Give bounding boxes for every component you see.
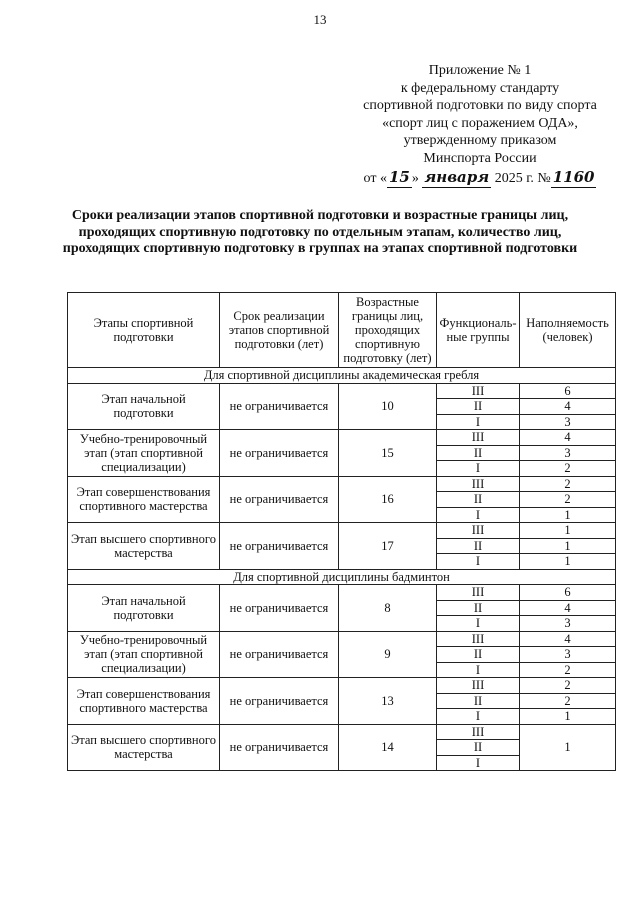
section-title: Для спортивной дисциплины бадминтон bbox=[68, 569, 616, 585]
stage-age: 14 bbox=[339, 724, 437, 771]
handwritten-number: 1160 bbox=[552, 168, 595, 186]
stages-table bbox=[67, 292, 616, 771]
fill-value: 6 bbox=[520, 585, 616, 601]
stage-term: не ограничивается bbox=[220, 523, 339, 570]
fill-value: 2 bbox=[520, 662, 616, 678]
stage-age: 15 bbox=[339, 430, 437, 477]
functional-group: I bbox=[437, 755, 520, 771]
stage-age: 17 bbox=[339, 523, 437, 570]
fill-value: 2 bbox=[520, 461, 616, 477]
fill-value: 6 bbox=[520, 383, 616, 399]
stage-name: Этап высшего спортивного мастерства bbox=[68, 523, 220, 570]
column-header: Функциональ-ные группы bbox=[437, 293, 520, 368]
functional-group: I bbox=[437, 709, 520, 725]
appendix-line: «спорт лиц с поражением ОДА», bbox=[382, 115, 578, 131]
handwritten-month: января bbox=[424, 168, 490, 186]
functional-group: I bbox=[437, 414, 520, 430]
table-row bbox=[68, 523, 616, 539]
header-row bbox=[68, 293, 616, 368]
fill-value: 1 bbox=[520, 538, 616, 554]
fill-value: 3 bbox=[520, 647, 616, 663]
fill-value: 2 bbox=[520, 476, 616, 492]
functional-group: III bbox=[437, 631, 520, 647]
order-date: от « 15 » января 2025 г. № 1160 bbox=[363, 168, 595, 186]
column-header: Срок реализации этапов спортивной подготовки (лет) bbox=[220, 293, 339, 368]
stage-name: Этап совершенствования спортивного мастерства bbox=[68, 678, 220, 725]
column-header: Возрастные границы лиц, проходящих спортивную подготовку (лет) bbox=[339, 293, 437, 368]
stage-age: 8 bbox=[339, 585, 437, 632]
page-number: 13 bbox=[313, 12, 327, 27]
fill-value: 2 bbox=[520, 678, 616, 694]
fill-value: 3 bbox=[520, 616, 616, 632]
fill-value: 1 bbox=[520, 507, 616, 523]
functional-group: II bbox=[437, 600, 520, 616]
functional-group: III bbox=[437, 476, 520, 492]
functional-group: II bbox=[437, 445, 520, 461]
functional-group: III bbox=[437, 383, 520, 399]
stage-name: Этап начальной подготовки bbox=[68, 383, 220, 430]
functional-group: III bbox=[437, 724, 520, 740]
stage-term: не ограничивается bbox=[220, 724, 339, 771]
table-row bbox=[68, 476, 616, 492]
stage-age: 9 bbox=[339, 631, 437, 678]
functional-group: I bbox=[437, 662, 520, 678]
stage-name: Этап высшего спортивного мастерства bbox=[68, 724, 220, 771]
fill-value: 4 bbox=[520, 399, 616, 415]
functional-group: III bbox=[437, 430, 520, 446]
table-row bbox=[68, 585, 616, 601]
fill-value: 3 bbox=[520, 414, 616, 430]
appendix-line: Приложение № 1 bbox=[428, 63, 532, 78]
fill-value: 2 bbox=[520, 492, 616, 508]
functional-group: I bbox=[437, 507, 520, 523]
section-row bbox=[68, 368, 616, 384]
functional-group: I bbox=[437, 461, 520, 477]
stage-name: Этап совершенствования спортивного мастерства bbox=[68, 476, 220, 523]
appendix-line: спортивной подготовки по виду спорта bbox=[363, 98, 597, 113]
fill-value: 1 bbox=[520, 523, 616, 539]
table-row bbox=[68, 631, 616, 647]
stage-name: Учебно-тренировочный этап (этап спортивной специализации) bbox=[68, 430, 220, 477]
functional-group: III bbox=[437, 523, 520, 539]
functional-group: III bbox=[437, 585, 520, 601]
section-title: Для спортивной дисциплины академическая гребля bbox=[68, 368, 616, 384]
functional-group: II bbox=[437, 740, 520, 756]
document-title: Сроки реализации этапов спортивной подготовки и возрастные границы лиц, проходящих спортивную подготовку по отдельным этапам, количество лиц, проходящих спортивную подготовку в группах на этапах спортивной подготовки bbox=[62, 208, 578, 256]
functional-group: III bbox=[437, 678, 520, 694]
stage-term: не ограничивается bbox=[220, 678, 339, 725]
appendix-line: к федеральному стандарту bbox=[400, 80, 560, 96]
appendix-line: Минспорта России bbox=[423, 150, 537, 166]
appendix-line: утвержденному приказом bbox=[403, 133, 557, 148]
stage-age: 16 bbox=[339, 476, 437, 523]
fill-value: 4 bbox=[520, 631, 616, 647]
fill-value: 1 bbox=[520, 724, 616, 771]
stage-term: не ограничивается bbox=[220, 430, 339, 477]
fill-value: 4 bbox=[520, 600, 616, 616]
fill-value: 4 bbox=[520, 430, 616, 446]
fill-value: 1 bbox=[520, 709, 616, 725]
handwritten-day: 15 bbox=[388, 168, 410, 186]
stage-age: 10 bbox=[339, 383, 437, 430]
fill-value: 2 bbox=[520, 693, 616, 709]
table-row bbox=[68, 724, 616, 740]
stage-name: Учебно-тренировочный этап (этап спортивной специализации) bbox=[68, 631, 220, 678]
stage-name: Этап начальной подготовки bbox=[68, 585, 220, 632]
functional-group: II bbox=[437, 399, 520, 415]
stage-term: не ограничивается bbox=[220, 383, 339, 430]
stage-age: 13 bbox=[339, 678, 437, 725]
fill-value: 1 bbox=[520, 554, 616, 570]
column-header: Наполняемость (человек) bbox=[520, 293, 616, 368]
stage-term: не ограничивается bbox=[220, 585, 339, 632]
table-row bbox=[68, 383, 616, 399]
functional-group: II bbox=[437, 538, 520, 554]
column-header: Этапы спортивной подготовки bbox=[68, 293, 220, 368]
stage-term: не ограничивается bbox=[220, 631, 339, 678]
fill-value: 3 bbox=[520, 445, 616, 461]
appendix-header bbox=[330, 62, 630, 188]
section-row bbox=[68, 569, 616, 585]
functional-group: I bbox=[437, 554, 520, 570]
functional-group: II bbox=[437, 492, 520, 508]
functional-group: II bbox=[437, 647, 520, 663]
functional-group: II bbox=[437, 693, 520, 709]
table-row bbox=[68, 430, 616, 446]
table-row bbox=[68, 678, 616, 694]
functional-group: I bbox=[437, 616, 520, 632]
stage-term: не ограничивается bbox=[220, 476, 339, 523]
